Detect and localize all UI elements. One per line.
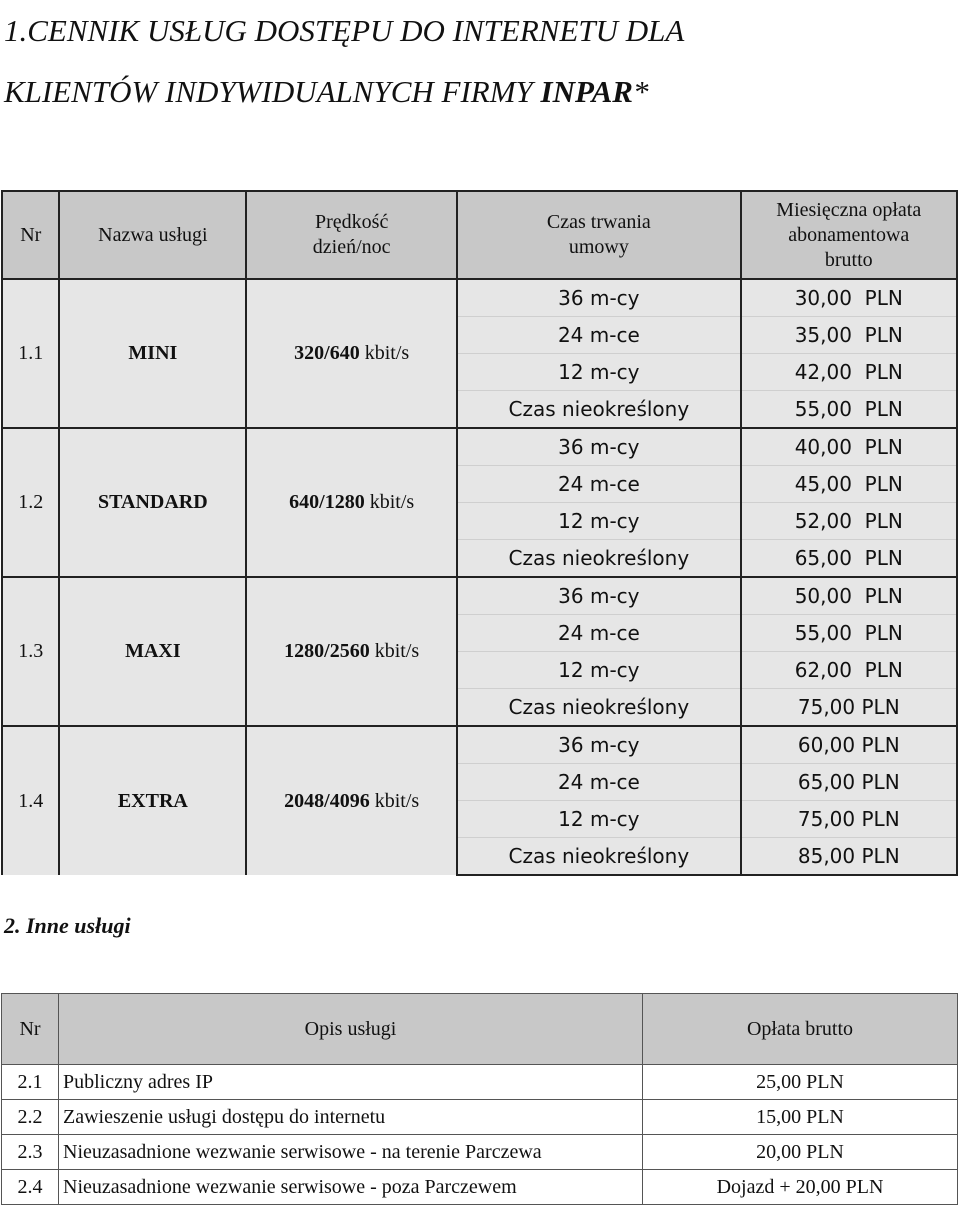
service-fee: 20,00 PLN [643,1135,958,1170]
plan-speed-value: 2048/4096 [284,789,370,812]
monthly-fee: 65,00 PLN [741,540,957,578]
service-nr: 2.3 [2,1135,59,1170]
other-services-table [1,993,958,1205]
other-service-row [2,1135,958,1170]
other-services-heading: 2. Inne usługi [4,913,131,938]
plan-nr: 1.1 [2,279,59,428]
plan-speed-unit: kbit/s [369,789,420,812]
plan-nr: 1.4 [2,726,59,875]
monthly-fee: 55,00 PLN [741,391,957,429]
title-line-2-text: KLIENTÓW INDYWIDUALNYCH FIRMY [4,74,541,109]
contract-duration: 12 m-cy [457,801,740,838]
contract-duration: 12 m-cy [457,652,740,689]
monthly-fee: 50,00 PLN [741,577,957,615]
contract-duration: 12 m-cy [457,354,740,391]
service-nr: 2.2 [2,1100,59,1135]
monthly-fee: 35,00 PLN [741,317,957,354]
service-fee: 25,00 PLN [643,1065,958,1100]
pricing-header-row [2,191,957,279]
page-title [4,0,684,122]
plan-name: MINI [59,279,246,428]
other-header-row [2,994,958,1065]
other-header-desc: Opis usługi [59,994,643,1065]
brand-name: INPAR [540,74,633,109]
plan-speed [246,279,457,428]
contract-duration: 24 m-ce [457,317,740,354]
contract-duration: Czas nieokreślony [457,689,740,727]
title-asterisk: * [632,74,649,109]
other-service-row [2,1065,958,1100]
monthly-fee: 45,00 PLN [741,466,957,503]
title-line-1: 1.CENNIK USŁUG DOSTĘPU DO INTERNETU DLA [4,13,685,48]
contract-duration: 36 m-cy [457,428,740,466]
pricing-row [2,726,957,764]
header-fee-l3: brutto [824,248,873,271]
contract-duration: Czas nieokreślony [457,540,740,578]
contract-duration: 36 m-cy [457,577,740,615]
contract-duration: 12 m-cy [457,503,740,540]
monthly-fee: 42,00 PLN [741,354,957,391]
title-line-2 [4,74,648,109]
header-speed [246,191,457,279]
service-nr: 2.1 [2,1065,59,1100]
header-speed-l1: Prędkość [315,211,389,233]
contract-duration: 24 m-ce [457,466,740,503]
contract-duration: 36 m-cy [457,726,740,764]
plan-nr: 1.3 [2,577,59,726]
plan-speed-unit: kbit/s [369,640,420,662]
contract-duration: Czas nieokreślony [457,391,740,429]
contract-duration: Czas nieokreślony [457,838,740,876]
monthly-fee: 40,00 PLN [741,428,957,466]
plan-nr: 1.2 [2,428,59,577]
monthly-fee: 65,00 PLN [741,764,957,801]
contract-duration: 24 m-ce [457,615,740,652]
other-body [2,1065,958,1205]
header-nr: Nr [2,191,59,279]
plan-speed [246,428,457,577]
header-fee-l1: Miesięczna opłata [776,198,922,221]
header-name: Nazwa usługi [59,191,246,279]
other-header-fee: Opłata brutto [643,994,958,1065]
plan-speed-value: 320/640 [294,342,360,364]
plan-speed-unit: kbit/s [359,342,410,364]
pricing-row [2,428,957,466]
service-description: Nieuzasadnione wezwanie serwisowe - poza Parczewem [59,1170,643,1205]
monthly-fee: 75,00 PLN [741,801,957,838]
pricing-body [2,279,957,875]
header-duration [457,191,740,279]
plan-speed [246,577,457,726]
plan-speed-value: 640/1280 [289,491,365,513]
service-description: Nieuzasadnione wezwanie serwisowe - na terenie Parczewa [59,1135,643,1170]
service-nr: 2.4 [2,1170,59,1205]
service-fee: Dojazd + 20,00 PLN [643,1170,958,1205]
monthly-fee: 30,00 PLN [741,279,957,317]
other-service-row [2,1170,958,1205]
service-fee: 15,00 PLN [643,1100,958,1135]
service-description: Zawieszenie usługi dostępu do internetu [59,1100,643,1135]
header-duration-l2: umowy [568,236,629,258]
monthly-fee: 62,00 PLN [741,652,957,689]
other-header-nr: Nr [2,994,59,1065]
monthly-fee: 75,00 PLN [741,689,957,727]
monthly-fee: 85,00 PLN [741,838,957,876]
pricing-row [2,577,957,615]
header-speed-l2: dzień/noc [312,236,391,258]
plan-speed-unit: kbit/s [364,491,415,513]
plan-speed-value: 1280/2560 [284,640,370,662]
contract-duration: 36 m-cy [457,279,740,317]
pricing-table [1,190,958,876]
pricing-row [2,279,957,317]
contract-duration: 24 m-ce [457,764,740,801]
header-fee [741,191,957,279]
plan-name: MAXI [59,577,246,726]
monthly-fee: 60,00 PLN [741,726,957,764]
header-fee-l2: abonamentowa [788,223,910,246]
monthly-fee: 55,00 PLN [741,615,957,652]
plan-speed [246,726,457,875]
other-service-row [2,1100,958,1135]
service-description: Publiczny adres IP [59,1065,643,1100]
monthly-fee: 52,00 PLN [741,503,957,540]
header-duration-l1: Czas trwania [546,211,651,233]
plan-name: STANDARD [59,428,246,577]
plan-name: EXTRA [59,726,246,875]
